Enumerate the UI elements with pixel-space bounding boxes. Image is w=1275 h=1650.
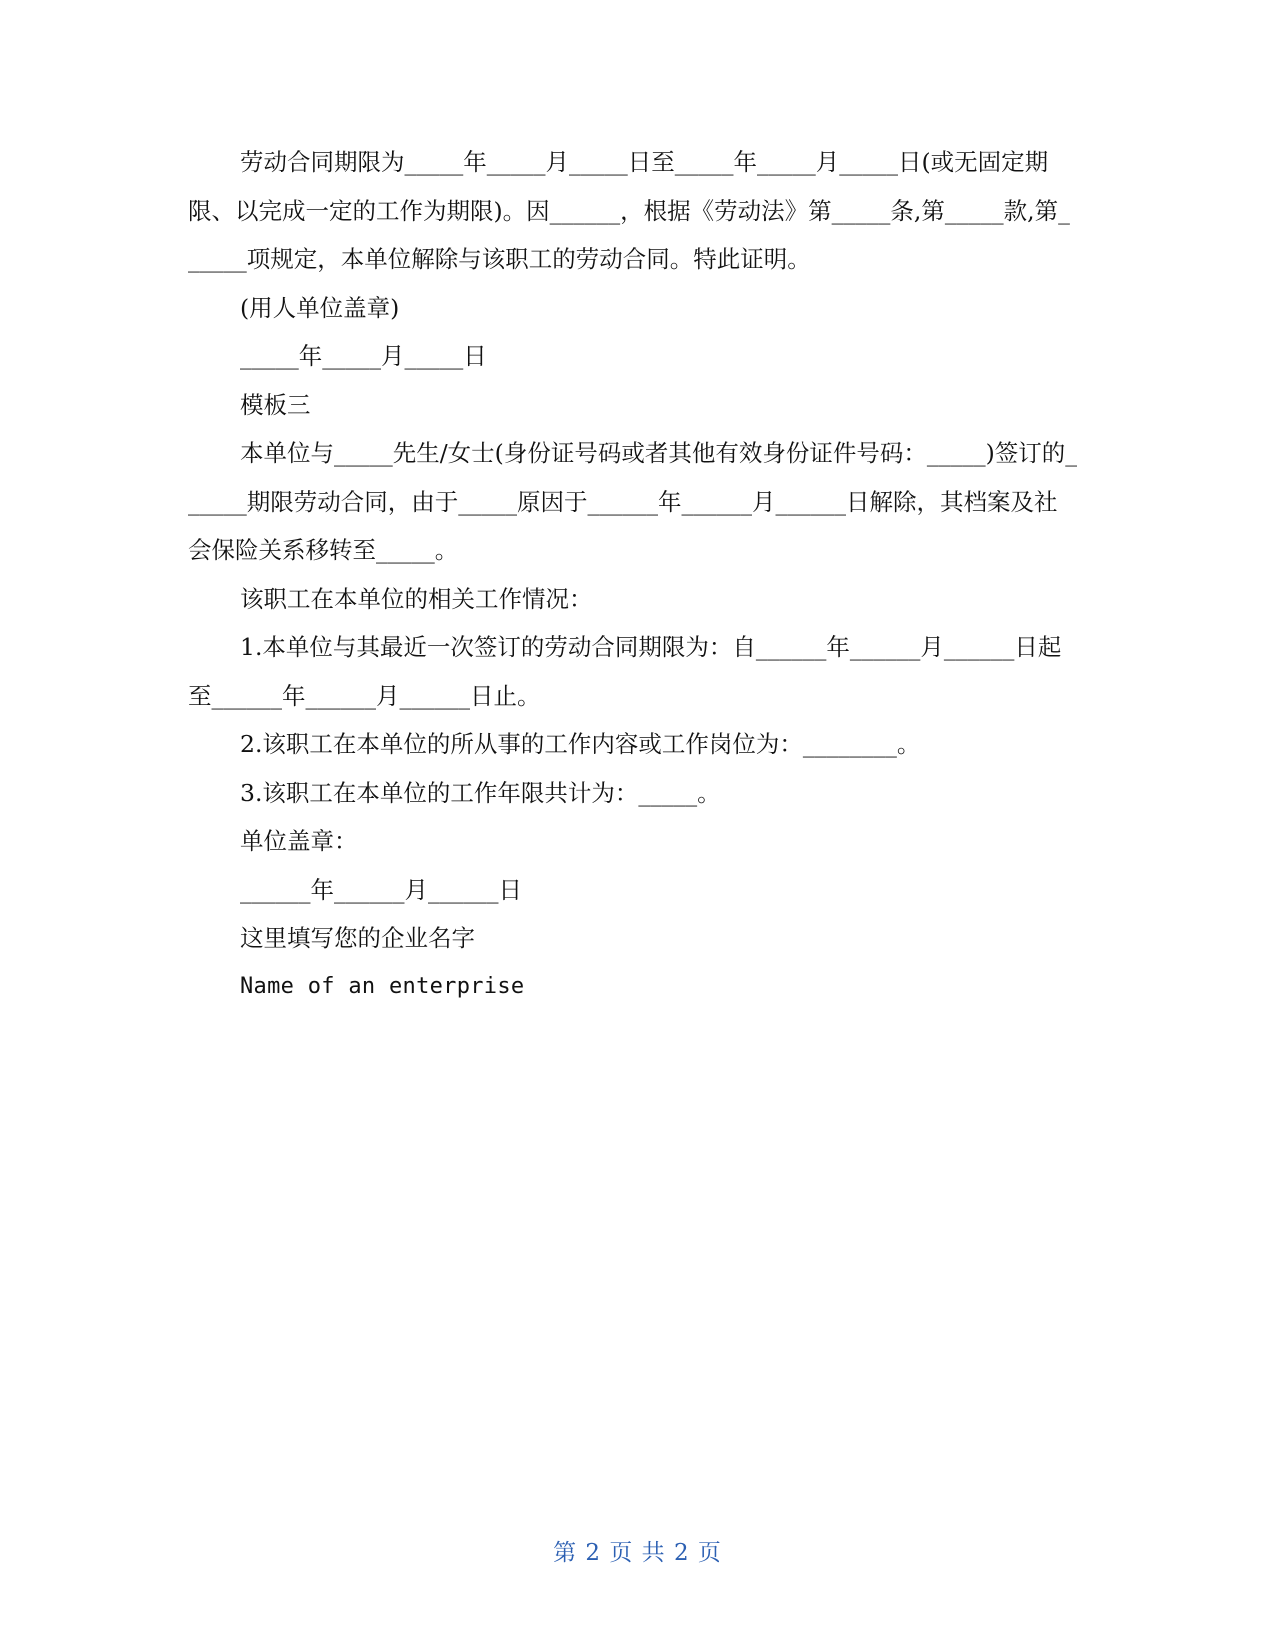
work-years-item: 3.该职工在本单位的工作年限共计为：_____。 bbox=[240, 778, 721, 807]
date-line: _____年_____月_____日 bbox=[240, 342, 487, 370]
document-body bbox=[188, 138, 1078, 1011]
page-number-footer: 第 2 页 共 2 页 bbox=[553, 1540, 722, 1566]
seal-date-line: ______年______月______日 bbox=[240, 875, 522, 904]
job-position-item: 2.该职工在本单位的所从事的工作内容或工作岗位为：________。 bbox=[240, 730, 921, 758]
unit-seal-label: 单位盖章： bbox=[240, 827, 358, 855]
work-situation-intro: 该职工在本单位的相关工作情况： bbox=[240, 584, 593, 613]
template-three-heading: 模板三 bbox=[240, 390, 311, 419]
enterprise-name-cn: 这里填写您的企业名字 bbox=[240, 924, 475, 952]
contract-release-paragraph: 本单位与_____先生/女士(身份证号码或者其他有效身份证件号码：_____)签订的______期限劳动合同，由于_____原因于______年______月______日解除，其档案及社会保险关系移转至_____。 bbox=[188, 439, 1078, 564]
employer-seal-label: (用人单位盖章) bbox=[240, 293, 400, 322]
contract-period-item: 1.本单位与其最近一次签订的劳动合同期限为：自______年______月______日起至______年______月______日止。 bbox=[188, 633, 1062, 710]
termination-clause-paragraph: 劳动合同期限为_____年_____月_____日至_____年_____月_____日(或无固定期限、以完成一定的工作为期限)。因______，根据《劳动法》第_____条,第_____款,第______项规定，本单位解除与该职工的劳动合同。特此证明。 bbox=[188, 148, 1070, 273]
enterprise-name-en: Name of an enterprise bbox=[240, 973, 525, 999]
